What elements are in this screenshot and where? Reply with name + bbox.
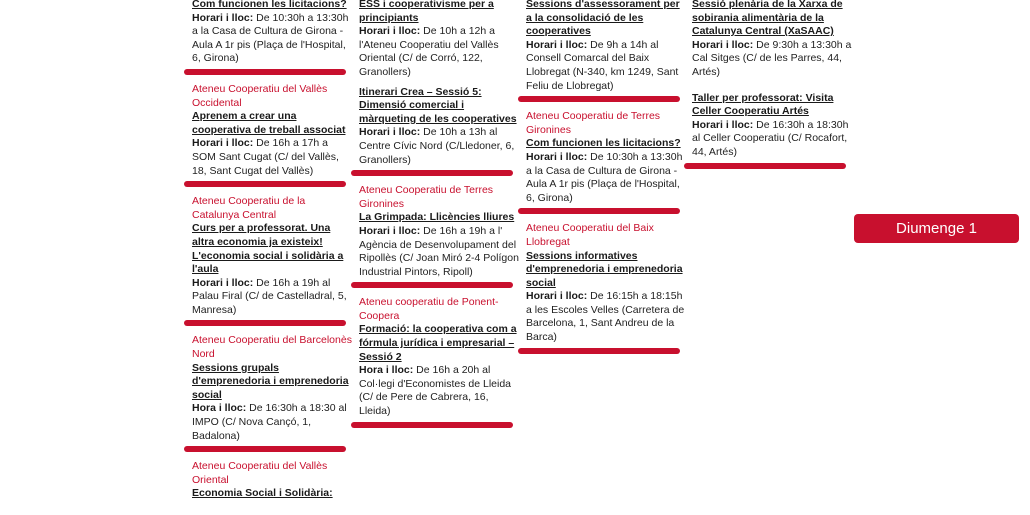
event-details-text: De 9:30h a 13:30h a Cal Sitges (C/ de les Parres, 44, Artés)	[692, 38, 852, 78]
event-divider	[184, 320, 346, 326]
event-divider	[518, 208, 680, 214]
event-card	[359, 0, 519, 80]
events-column-2	[359, 0, 519, 428]
event-details	[192, 137, 352, 178]
event-details	[526, 151, 686, 205]
event-details	[526, 290, 686, 344]
event-details-text: De 10h a 12h a l'Ateneu Cooperatiu del Vallès Oriental (C/ de Corró, 122, Granollers)	[359, 25, 499, 78]
event-card	[359, 86, 519, 177]
event-details-text: De 16:30h a 18:30h al Celler Cooperatiu (C/ Rocafort, 44, Artés)	[692, 118, 849, 158]
event-title[interactable]: Aprenem a crear una cooperativa de treball associat	[192, 110, 346, 136]
event-details	[192, 12, 352, 66]
event-details-text: De 10:30h a 13:30h a la Casa de Cultura de Girona - Aula A 1r pis (Plaça de l'Hospital, 6, Girona)	[192, 11, 349, 65]
event-divider	[351, 422, 513, 428]
event-card	[526, 110, 686, 214]
event-organizer: Ateneu Cooperatiu de Terres Gironines	[526, 110, 661, 136]
event-divider	[184, 69, 346, 75]
event-organizer: Ateneu cooperatiu de Ponent-Coopera	[359, 296, 499, 322]
event-divider	[184, 181, 346, 187]
event-details-label: Horari i lloc:	[692, 118, 754, 131]
event-details-label: Horari i lloc:	[526, 290, 588, 303]
event-details-label: Horari i lloc:	[692, 38, 754, 51]
events-column-1	[192, 0, 352, 501]
event-details-text: De 10:30h a 13:30h a la Casa de Cultura de Girona - Aula A 1r pis (Plaça de l'Hospital, 6, Girona)	[526, 150, 683, 204]
event-title[interactable]: Sessions grupals d'emprenedoria i emprenedoria social	[192, 361, 349, 401]
event-organizer: Ateneu Cooperatiu del Vallès Occidental	[192, 82, 328, 109]
event-details	[359, 25, 519, 79]
event-organizer: Ateneu Cooperatiu del Baix Llobregat	[526, 222, 654, 248]
event-divider	[351, 170, 513, 176]
events-column-3	[526, 0, 686, 354]
event-divider	[518, 348, 680, 354]
event-details-text: De 10h a 13h al Centre Cívic Nord (C/Lledoner, 6, Granollers)	[359, 126, 515, 166]
event-details	[692, 119, 852, 160]
event-card	[526, 0, 686, 102]
event-title[interactable]: Taller per professorat: Visita Celler Cooperatiu Artés	[692, 91, 834, 118]
event-details	[692, 39, 852, 80]
event-divider	[184, 446, 346, 452]
event-divider	[351, 282, 513, 288]
event-organizer: Ateneu Cooperatiu del Barcelonès Nord	[192, 334, 352, 361]
event-details-text: De 16h a 19h a l' Agència de Desenvolupament del Ripollès (C/ Joan Miró 2-4 Polígon Industrial Pintors, Ripoll)	[359, 224, 519, 278]
event-title[interactable]: ESS i cooperativisme per a principiants	[359, 0, 494, 24]
day-button-sunday[interactable]: Diumenge 1	[854, 214, 1019, 243]
event-organizer: Ateneu Cooperatiu de la Catalunya Central	[192, 195, 306, 221]
event-title[interactable]: Curs per a professorat. Una altra economia ja existeix! L'economia social i solidària a l'aula	[192, 222, 344, 276]
event-details-label: Horari i lloc:	[359, 126, 421, 139]
event-details	[192, 277, 352, 318]
event-title[interactable]: Economia Social i Solidària:	[192, 487, 333, 500]
event-title[interactable]: Com funcionen les licitacions?	[192, 0, 347, 10]
event-organizer: Ateneu Cooperatiu del Vallès Oriental	[192, 460, 328, 486]
event-card	[192, 195, 352, 326]
event-title[interactable]: Formació: la cooperativa com a fórmula jurídica i empresarial – Sessió 2	[359, 323, 517, 363]
event-card	[692, 0, 852, 80]
event-details-label: Horari i lloc:	[192, 11, 254, 24]
event-title[interactable]: Sessions informatives d'emprenedoria i emprenedoria social	[526, 249, 683, 289]
event-details	[359, 225, 519, 279]
event-details-label: Horari i lloc:	[359, 25, 421, 38]
event-details	[192, 402, 352, 443]
event-card	[192, 460, 352, 501]
event-details	[359, 364, 519, 418]
event-details-text: De 16h a 20h al Col·legi d'Economistes de Lleida (C/ de Pere de Cabrera, 16, Lleida)	[359, 364, 512, 418]
event-details-text: De 9h a 14h al Consell Comarcal del Baix Llobregat (N-340, km 1249, Sant Feliu de Llobregat)	[526, 38, 679, 92]
event-details	[359, 126, 519, 167]
event-card	[526, 222, 686, 353]
event-card	[192, 0, 352, 75]
event-card	[192, 334, 352, 452]
events-column-4	[692, 0, 852, 169]
event-title[interactable]: La Grimpada: Llicències lliures	[359, 211, 515, 224]
event-card	[359, 296, 519, 427]
event-details-text: De 16h a 19h al Palau Firal (C/ de Castelladral, 5, Manresa)	[192, 276, 347, 316]
event-divider	[518, 96, 680, 102]
event-details-label: Hora i lloc:	[359, 364, 414, 377]
event-details-label: Horari i lloc:	[192, 276, 254, 289]
event-card	[192, 83, 352, 187]
event-organizer: Ateneu Cooperatiu de Terres Gironines	[359, 184, 494, 210]
event-details-label: Hora i lloc:	[192, 402, 247, 415]
event-title[interactable]: Sessions d'assessorament per a la consolidació de les cooperatives	[526, 0, 680, 38]
event-details-text: De 16:30h a 18:30 al IMPO (C/ Nova Cançó, 1, Badalona)	[192, 402, 347, 442]
event-details-text: De 16:15h a 18:15h a les Escoles Velles (Carretera de Barcelona, 1, Sant Andreu de la Barca)	[526, 290, 685, 344]
event-details-label: Horari i lloc:	[526, 38, 588, 51]
event-card	[359, 184, 519, 288]
event-details-text: De 16h a 17h a SOM Sant Cugat (C/ del Vallès, 18, Sant Cugat del Vallès)	[192, 137, 339, 177]
event-details-label: Horari i lloc:	[192, 137, 254, 150]
event-details	[526, 39, 686, 93]
event-title[interactable]: Sessió plenària de la Xarxa de sobirania alimentària de la Catalunya Central (XaSAAC)	[692, 0, 843, 38]
event-divider	[684, 163, 846, 169]
event-details-label: Horari i lloc:	[359, 224, 421, 237]
event-details-label: Horari i lloc:	[526, 150, 588, 163]
event-title[interactable]: Itinerari Crea – Sessió 5: Dimensió comercial i màrqueting de les cooperatives	[359, 85, 517, 125]
event-card	[692, 92, 852, 169]
event-title[interactable]: Com funcionen les licitacions?	[526, 137, 681, 150]
